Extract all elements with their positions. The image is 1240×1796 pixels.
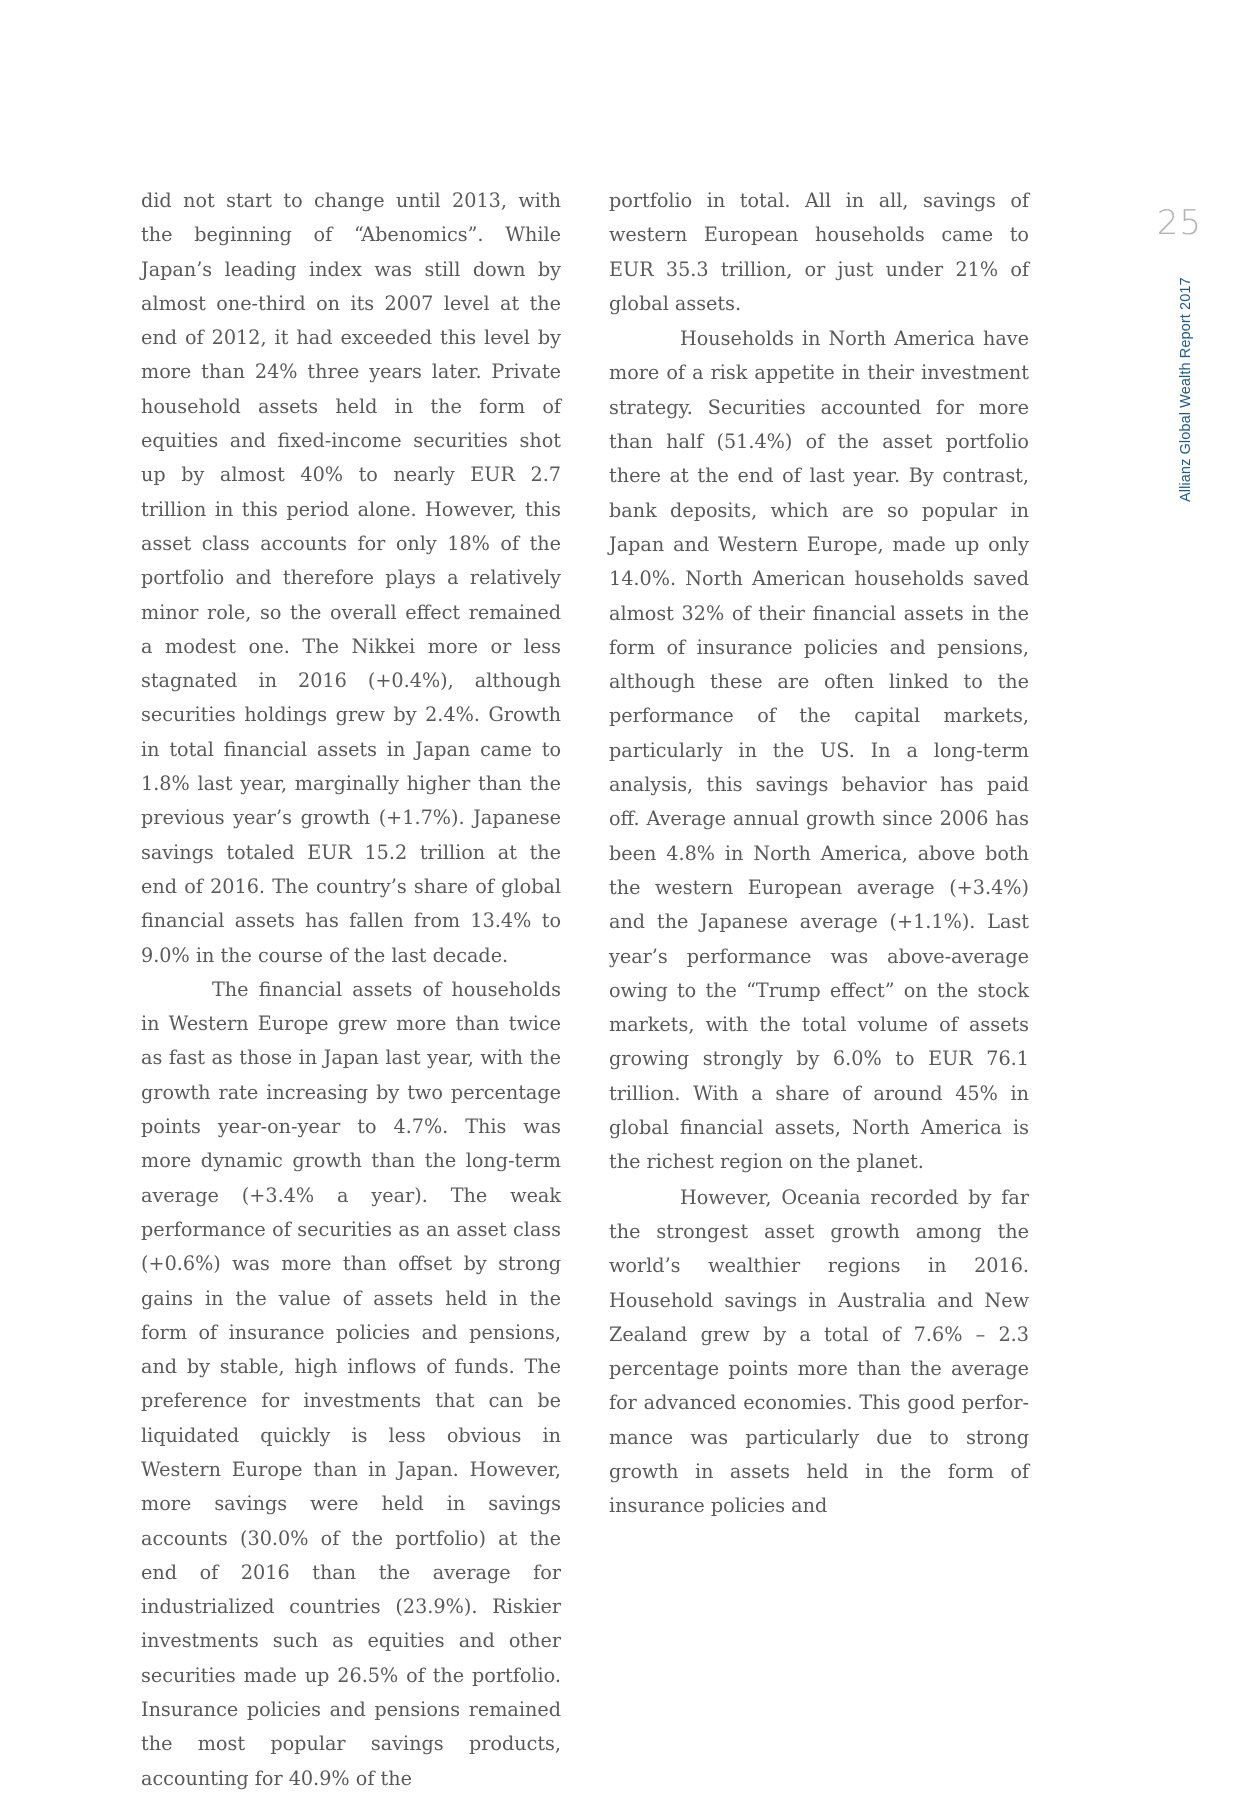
page-number: 25 [1156, 203, 1202, 243]
paragraph: The financial assets of households in Western Europe grew more than twice as fast as those in Japan last year, with the growth rate increasing by two percentage points year-on-year to 4.7%. This was more dynamic growth than the long-term average (+3.4% a year). The weak performance of securities as an asset class (+0.6%) was more than offset by strong gains in the value of assets held in the form of insurance policies and pensions, and by stable, high inflows of funds. The preference for investments that can be liquidated quickly is less obvious in Western Europe than in Japan. However, more savings were held in savings accounts (30.0% of the portfolio) at the end of 2016 than the average for industrialized countries (23.9%). Riskier investments such as equities and other securities made up 26.5% of the portfolio. Insurance policies and pensions remained the most popular savings products, accounting for 40.9% of the [141, 977, 561, 1790]
left-column [141, 184, 561, 1796]
paragraph: portfolio in total. All in all, savings of western European households came to EUR 35.3 trillion, or just under 21% of global assets. [609, 189, 1029, 315]
right-column [609, 184, 1029, 1524]
paragraph: However, Oceania recorded by far the strongest asset growth among the world’s wealthier regions in 2016. Household savings in Australia and New Zealand grew by a total of 7.6% – 2.3 percentage points more than the average for advanced economies. This good performance was particularly due to strong growth in assets held in the form of insurance policies and [609, 1185, 1029, 1518]
paragraph: did not start to change until 2013, with the beginning of “Abenomics”. While Japan’s leading index was still down by almost one-third on its 2007 level at the end of 2012, it had exceeded this level by more than 24% three years later. Private household assets held in the form of equities and fixed-income securities shot up by almost 40% to nearly EUR 2.7 trillion in this period alone. However, this asset class accounts for only 18% of the portfolio and therefore plays a relatively minor role, so the overall effect remained a modest one. The Nikkei more or less stagnated in 2016 (+0.4%), although securities holdings grew by 2.4%. Growth in total financial assets in Japan came to 1.8% last year, marginally higher than the previous year’s growth (+1.7%). Japanese savings totaled EUR 15.2 trillion at the end of 2016. The country’s share of global financial assets has fallen from 13.4% to 9.0% in the course of the last decade. [141, 189, 561, 967]
paragraph: Households in North America have more of a risk appetite in their investment strategy. Securities accounted for more than half (51.4%) of the asset portfolio there at the end of last year. By contrast, bank deposits, which are so popular in Japan and Western Europe, made up only 14.0%. North American households saved almost 32% of their financial assets in the form of insurance policies and pensions, although these are often linked to the performance of the capital markets, particularly in the US. In a long-term analysis, this savings behavior has paid off. Average annual growth since 2006 has been 4.8% in North America, above both the western European average (+3.4%) and the Japanese average (+1.1%). Last year’s performance was above-average owing to the “Trump effect” on the stock markets, with the total volume of assets growing strongly by 6.0% to EUR 76.1 trillion. With a share of around 45% in global financial assets, North America is the richest region on the planet. [609, 327, 1029, 1174]
running-title: Allianz Global Wealth Report 2017 [1178, 277, 1194, 502]
